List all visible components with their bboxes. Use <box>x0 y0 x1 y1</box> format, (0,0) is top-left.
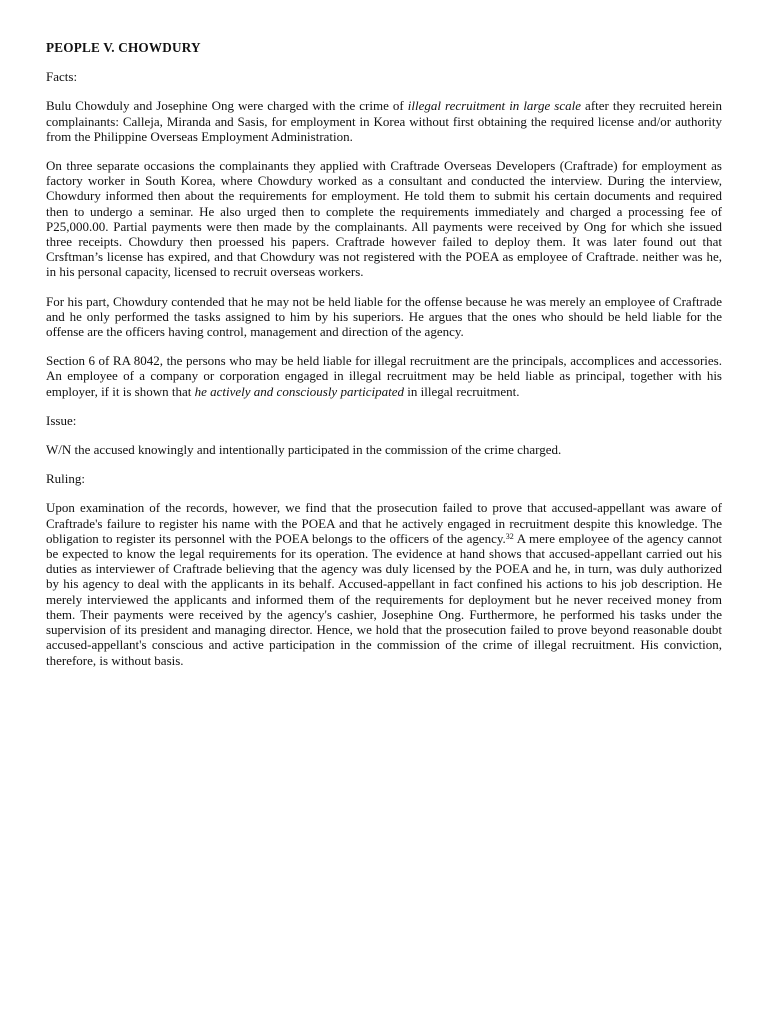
footnote-marker: 32 <box>505 531 514 541</box>
ruling-p1-text-b: A mere employee of the agency cannot be expected to know the legal requirements for its operation. The evidence at hand shows that accused-appellant carried out his duties as interviewer of Craftrade believing that the agency was duly licensed by the POEA and he, in turn, was duly authorized by his agency to deal with the applicants in its behalf. Accused-appellant in fact confined his actions to his job description. He merely interviewed the applicants and informed them of the requirements for deployment but he never received money from them. Their payments were received by the agency's cashier, Josephine Ong. Furthermore, he performed his tasks under the supervision of its president and managing director. Hence, we hold that the prosecution failed to prove beyond reasonable doubt accused-appellant's conscious and active participation in the commission of the crime of illegal recruitment. His conviction, therefore, is without basis. <box>46 530 722 668</box>
facts-paragraph-2: On three separate occasions the complainants they applied with Craftrade Overseas Developers (Craftrade) for employment as factory worker in South Korea, where Chowdury worked as a consultant and conducted the interview. During the interview, Chowdury informed then about the requirements for employment. He told them to submit his certain documents and required then to undergo a seminar. He also urged then to complete the requirements immediately and charged a processing fee of P25,000.00. Partial payments were then made by the complainants. All payments were received by Ong for which she issued three receipts. Chowdury then proessed his papers. Craftrade however failed to deploy them. It was later found out that Crsftman’s license has expired, and that Chowdury was not registered with the POEA as employee of Craftrade. neither was he, in his personal capacity, licensed to recruit overseas workers. <box>46 158 722 280</box>
ruling-heading: Ruling: <box>46 471 86 487</box>
facts-p1-emphasis: illegal recruitment in large scale <box>407 98 582 114</box>
ruling-paragraph-1 <box>46 500 722 667</box>
case-title: PEOPLE V. CHOWDURY <box>46 40 201 55</box>
document-page <box>46 40 722 682</box>
facts-p1-text-b: after they recruited herein complainants: Calleja, Miranda and Sasis, for employment in Korea without first obtaining the required license and/or authority from the Philippine Overseas Employment Administration. <box>46 98 722 144</box>
ruling-p1-text-a: Upon examination of the records, however, we find that the prosecution failed to prove that accused-appellant was aware of Craftrade's failure to register his name with the POEA and that he actively engaged in recruitment despite this knowledge. The obligation to register its personnel with the POEA belongs to the officers of the agency. <box>46 500 722 546</box>
issue-heading: Issue: <box>46 412 77 428</box>
facts-p1-text-a: Bulu Chowduly and Josephine Ong were charged with the crime of <box>46 98 408 114</box>
issue-text: W/N the accused knowingly and intentionally participated in the commission of the crime charged. <box>46 442 562 458</box>
facts-paragraph-1 <box>46 98 722 144</box>
facts-p4-text-a: Section 6 of RA 8042, the persons who may be held liable for illegal recruitment are the principals, accomplices and accessories. An employee of a company or corporation engaged in illegal recruitment may be held liable as principal, together with his employer, if it is shown that <box>46 353 722 399</box>
facts-paragraph-3: For his part, Chowdury contended that he may not be held liable for the offense because he was merely an employee of Craftrade and he only performed the tasks assigned to him by his superiors. He argues that the ones who should be held liable for the offense are the officers having control, management and direction of the agency. <box>46 293 722 340</box>
facts-heading: Facts: <box>46 69 78 85</box>
facts-paragraph-4 <box>46 353 722 399</box>
facts-p4-text-b: in illegal recruitment. <box>404 383 520 399</box>
facts-p4-emphasis: he actively and consciously participated <box>194 383 404 399</box>
